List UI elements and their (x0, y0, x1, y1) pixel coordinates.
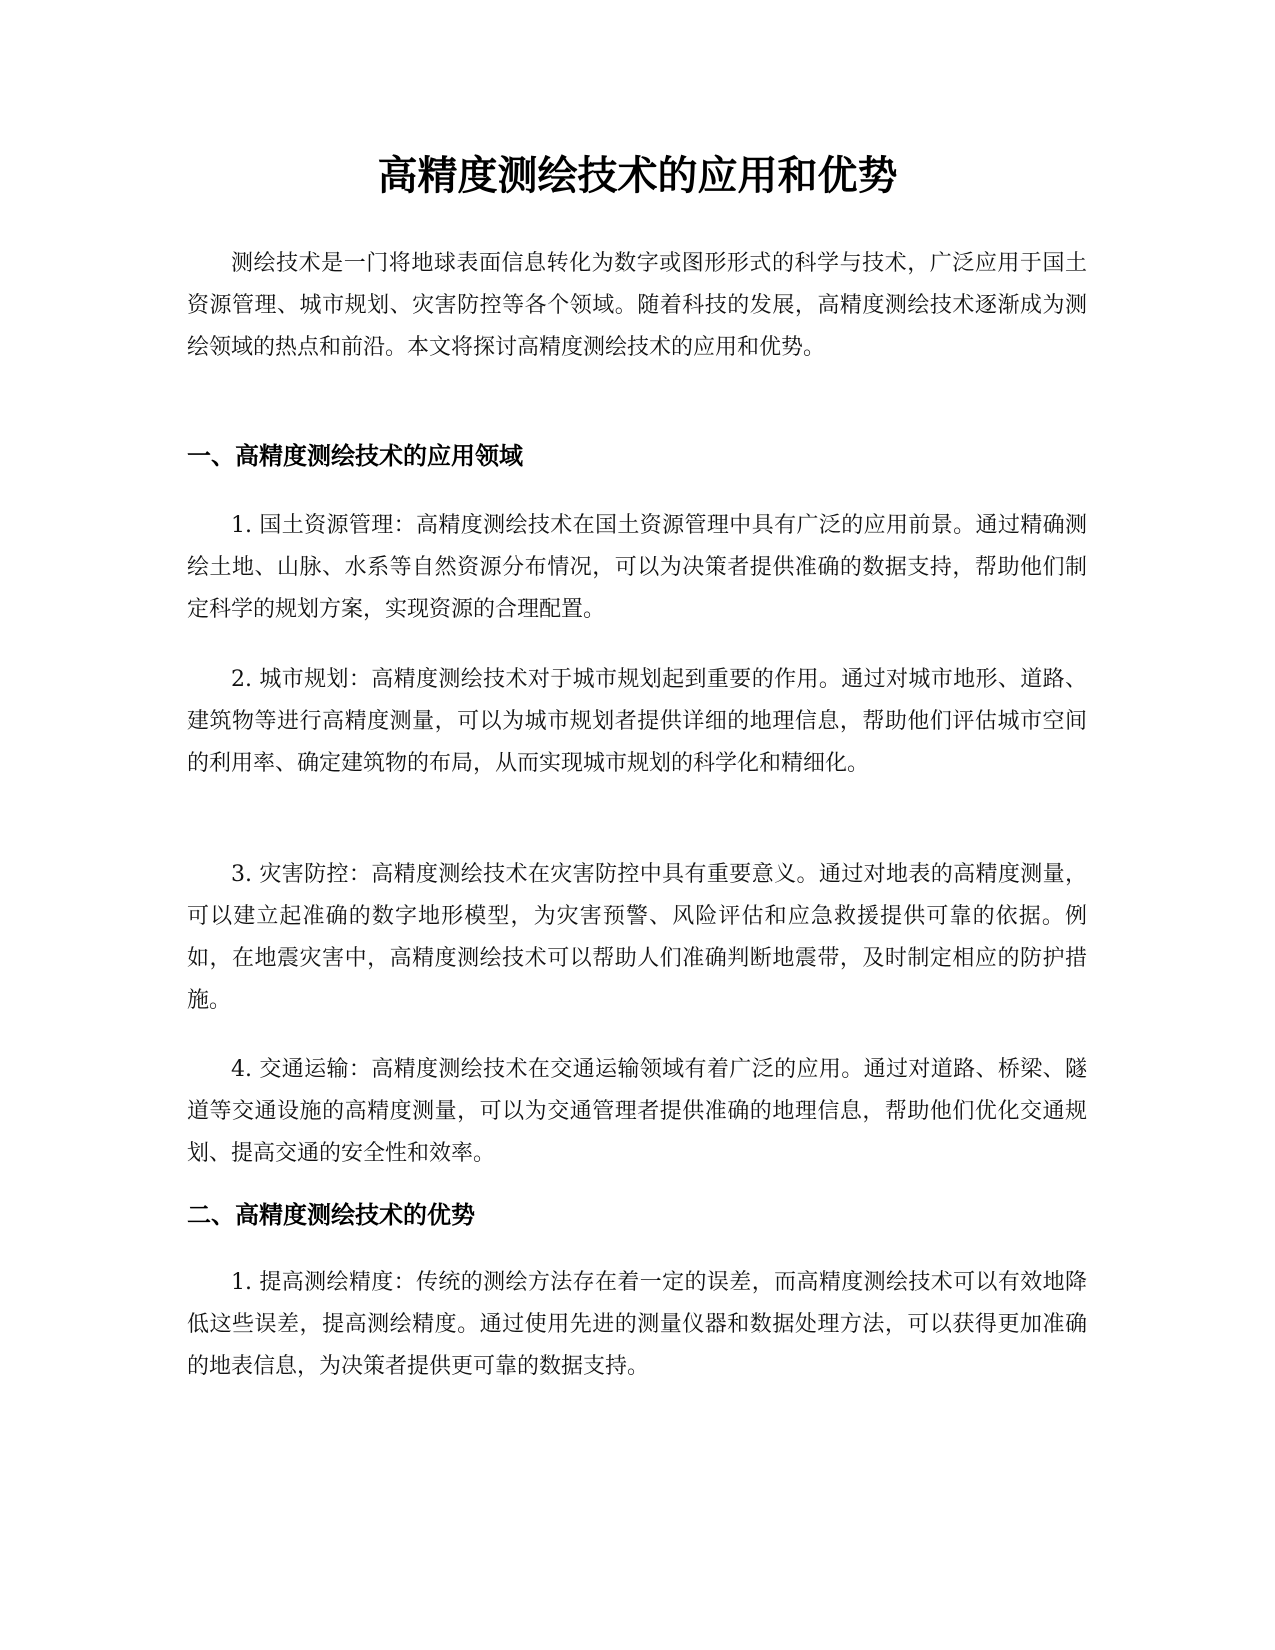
document-title: 高精度测绘技术的应用和优势 (377, 153, 898, 199)
paragraph-land-resources: 1. 国土资源管理：高精度测绘技术在国土资源管理中具有广泛的应用前景。通过精确测绘土地、山脉、水系等自然资源分布情况，可以为决策者提供准确的数据支持，帮助他们制定科学的规划方案，实现资源的合理配置。 (187, 513, 1087, 622)
paragraph-improve-accuracy: 1. 提高测绘精度：传统的测绘方法存在着一定的误差，而高精度测绘技术可以有效地降低这些误差，提高测绘精度。通过使用先进的测量仪器和数据处理方法，可以获得更加准确的地表信息，为决策者提供更可靠的数据支持。 (187, 1270, 1087, 1379)
intro-paragraph: 测绘技术是一门将地球表面信息转化为数字或图形形式的科学与技术，广泛应用于国土资源管理、城市规划、灾害防控等各个领域。随着科技的发展，高精度测绘技术逐渐成为测绘领域的热点和前沿。本文将探讨高精度测绘技术的应用和优势。 (187, 251, 1087, 360)
paragraph-disaster-prevention: 3. 灾害防控：高精度测绘技术在灾害防控中具有重要意义。通过对地表的高精度测量，可以建立起准确的数字地形模型，为灾害预警、风险评估和应急救援提供可靠的依据。例如，在地震灾害中，高精度测绘技术可以帮助人们准确判断地震带，及时制定相应的防护措施。 (187, 862, 1087, 1013)
paragraph-transportation: 4. 交通运输：高精度测绘技术在交通运输领域有着广泛的应用。通过对道路、桥梁、隧道等交通设施的高精度测量，可以为交通管理者提供准确的地理信息，帮助他们优化交通规划、提高交通的安全性和效率。 (187, 1057, 1087, 1166)
section-heading-applications: 一、高精度测绘技术的应用领域 (187, 442, 523, 470)
section-heading-advantages: 二、高精度测绘技术的优势 (187, 1201, 475, 1229)
paragraph-urban-planning: 2. 城市规划：高精度测绘技术对于城市规划起到重要的作用。通过对城市地形、道路、建筑物等进行高精度测量，可以为城市规划者提供详细的地理信息，帮助他们评估城市空间的利用率、确定建筑物的布局，从而实现城市规划的科学化和精细化。 (187, 667, 1087, 776)
